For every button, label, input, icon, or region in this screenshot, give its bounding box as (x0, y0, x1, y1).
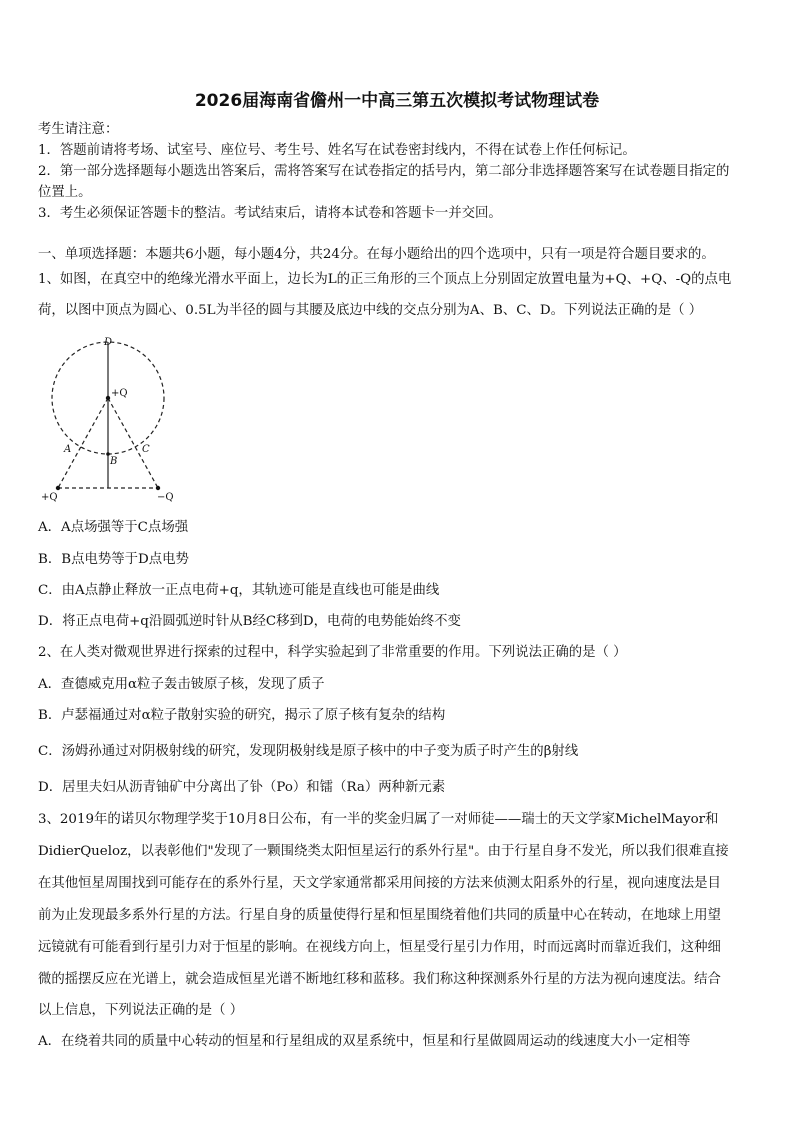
charge-right-point (156, 486, 160, 490)
q3-line-2: DidierQueloz，以表彰他们"发现了一颗围绕类太阳恒星运行的系外行星"。由于行星自身不发光，所以我们很难直接 (38, 844, 729, 859)
q3-line-4: 前为止发现最多系外行星的方法。行星自身的质量使得行星和恒星围绕着他们共同的质量中心在转动，在地球上用望 (38, 908, 721, 923)
q3-line-7: 以上信息，下列说法正确的是（ ） (38, 1003, 244, 1018)
triangle-right-side (108, 398, 158, 488)
section-heading: 一、单项选择题：本题共6小题，每小题4分，共24分。在每小题给出的四个选项中，只有一项是符合题目要求的。 (38, 247, 715, 262)
q3-option-a: A．在绕着共同的质量中心转动的恒星和行星组成的双星系统中，恒星和行星做圆周运动的线速度大小一定相等 (38, 1034, 691, 1049)
page-title: 2026届海南省儋州一中高三第五次模拟考试物理试卷 (194, 91, 600, 111)
q1-option-a: A．A点场强等于C点场强 (38, 520, 189, 535)
q1-option-b: B．B点电势等于D点电势 (38, 552, 189, 567)
label-B: B (110, 456, 118, 467)
label-A: A (64, 444, 72, 455)
label-right-charge: −Q (157, 492, 174, 503)
notice-heading: 考生请注意： (38, 122, 119, 137)
notice-item-2-cont: 位置上。 (38, 185, 92, 200)
q1-figure (36, 334, 206, 504)
q1-stem-line-1: 1、如图，在真空中的绝缘光滑水平面上，边长为L的正三角形的三个顶点上分别固定放置电量为+Q、+Q、-Q的点电 (38, 272, 732, 287)
q3-line-3: 在其他恒星周围找到可能存在的系外行星，天文学家通常都采用间接的方法来侦测太阳系外的行星，视向速度法是目 (38, 876, 721, 891)
q1-stem-line-2: 荷，以图中顶点为圆心、0.5L为半径的圆与其腰及底边中线的交点分别为A、B、C、D。下列说法正确的是（ ） (38, 303, 703, 318)
label-C: C (142, 444, 150, 455)
label-top-charge: +Q (111, 388, 128, 399)
q2-option-c: C．汤姆孙通过对阴极射线的研究，发现阴极射线是原子核中的中子变为质子时产生的β射线 (38, 744, 579, 759)
notice-item-1: 1．答题前请将考场、试室号、座位号、考生号、姓名写在试卷密封线内，不得在试卷上作任何标记。 (38, 143, 636, 158)
notice-item-2: 2．第一部分选择题每小题选出答案后，需将答案写在试卷指定的括号内，第二部分非选择题答案写在试卷题目指定的 (38, 164, 730, 179)
q2-option-a: A．查德威克用α粒子轰击铍原子核，发现了质子 (38, 677, 325, 692)
label-left-charge: +Q (41, 492, 58, 503)
q2-stem: 2、在人类对微观世界进行探索的过程中，科学实验起到了非常重要的作用。下列说法正确的是（ ） (38, 645, 627, 660)
q2-option-b: B．卢瑟福通过对α粒子散射实验的研究，揭示了原子核有复杂的结构 (38, 708, 446, 723)
q1-option-d: D．将正点电荷+q沿圆弧逆时针从B经C移到D，电荷的电势能始终不变 (38, 614, 461, 629)
q3-line-6: 微的摇摆反应在光谱上，就会造成恒星光谱不断地红移和蓝移。我们称这种探测系外行星的方法为视向速度法。结合 (38, 972, 721, 987)
notice-item-3: 3．考生必须保证答题卡的整洁。考试结束后，请将本试卷和答题卡一并交回。 (38, 206, 502, 221)
charge-left-point (56, 486, 60, 490)
label-D: D (104, 337, 113, 348)
triangle-left-side (58, 398, 108, 488)
q3-line-5: 远镜就有可能看到行星引力对于恒星的影响。在视线方向上，恒星受行星引力作用，时而远离时而靠近我们，这种细 (38, 940, 721, 955)
q2-option-d: D．居里夫妇从沥青铀矿中分离出了钋（Po）和镭（Ra）两种新元素 (38, 780, 446, 795)
q3-line-1: 3、2019年的诺贝尔物理学奖于10月8日公布，有一半的奖金归属了一对师徒——瑞士的天文学家MichelMayor和 (38, 812, 719, 827)
charge-top-point (106, 396, 110, 400)
q1-option-c: C．由A点静止释放一正点电荷+q，其轨迹可能是直线也可能是曲线 (38, 583, 440, 598)
